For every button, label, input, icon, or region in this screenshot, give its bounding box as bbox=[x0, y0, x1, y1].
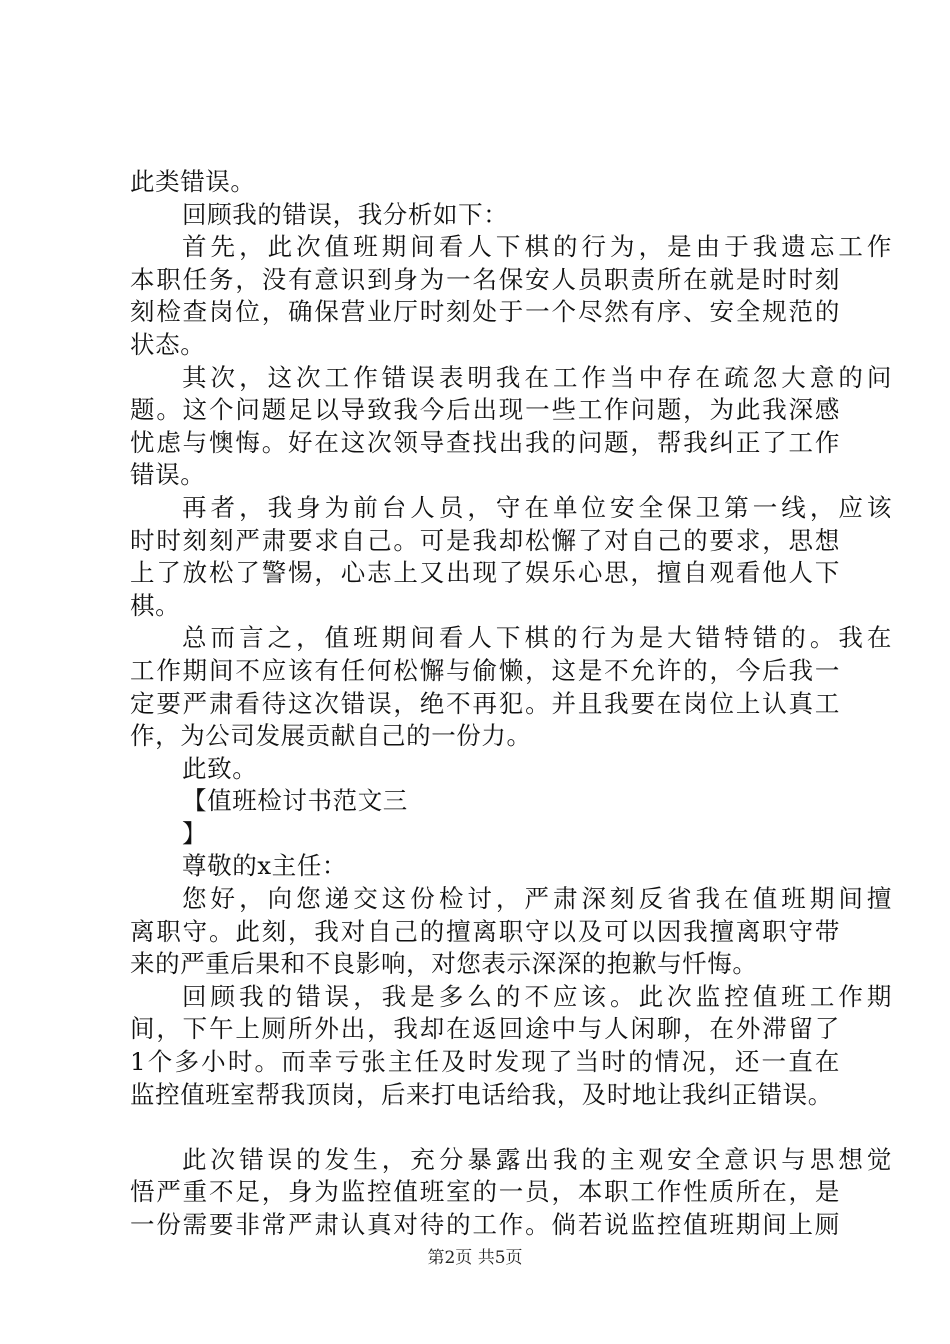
text-line: 此类错误。 bbox=[130, 167, 256, 196]
text-line: 首先，此次值班期间看人下棋的行为，是由于我遗忘工作 bbox=[182, 232, 892, 262]
text-line: 题。这个问题足以导致我今后出现一些工作问题，为此我深感 bbox=[130, 395, 840, 425]
text-line: 监控值班室帮我顶岗，后来打电话给我，及时地让我纠正错误。 bbox=[130, 1079, 833, 1109]
text-line: 棋。 bbox=[130, 590, 181, 620]
text-line: 悟严重不足，身为监控值班室的一员，本职工作性质所在，是 bbox=[130, 1177, 840, 1207]
text-line: 回顾我的错误，我是多么的不应该。此次监控值班工作期 bbox=[182, 981, 892, 1011]
text-line: 您好，向您递交这份检讨，严肃深刻反省我在值班期间擅 bbox=[182, 884, 892, 914]
text-line: 时时刻刻严肃要求自己。可是我却松懈了对自己的要求，思想 bbox=[130, 525, 840, 555]
page-footer: 第2页 共5页 bbox=[427, 1248, 523, 1268]
text-line: 回顾我的错误，我分析如下： bbox=[182, 199, 509, 229]
text-line: 忧虑与懊悔。好在这次领导查找出我的问题，帮我纠正了工作 bbox=[130, 427, 840, 457]
text-line: 作，为公司发展贡献自己的一份力。 bbox=[130, 721, 532, 751]
text-line: 尊敬的x主任： bbox=[182, 851, 348, 881]
text-line: 错误。 bbox=[130, 460, 206, 490]
text-line: 一份需要非常严肃认真对待的工作。倘若说监控值班期间上厕 bbox=[130, 1210, 840, 1239]
text-line: 总而言之，值班期间看人下棋的行为是大错特错的。我在 bbox=[182, 623, 892, 653]
text-line: 上了放松了警惕，心志上又出现了娱乐心思，擅自观看他人下 bbox=[130, 558, 840, 588]
document-body bbox=[130, 166, 892, 1242]
text-line: 离职守。此刻，我对自己的擅离职守以及可以因我擅离职守带 bbox=[130, 916, 840, 946]
text-line: 间，下午上厕所外出，我却在返回途中与人闲聊，在外滞留了 bbox=[130, 1014, 840, 1044]
text-line: 来的严重后果和不良影响，对您表示深深的抱歉与忏悔。 bbox=[130, 949, 758, 979]
text-line: 状态。 bbox=[130, 329, 206, 359]
text-line: 1个多小时。而幸亏张主任及时发现了当时的情况，还一直在 bbox=[130, 1047, 840, 1077]
text-line: 其次，这次工作错误表明我在工作当中存在疏忽大意的问 bbox=[182, 362, 892, 392]
text-line: 工作期间不应该有任何松懈与偷懒，这是不允许的，今后我一 bbox=[130, 655, 840, 685]
blank-line bbox=[130, 1111, 840, 1144]
text-line: 再者，我身为前台人员，守在单位安全保卫第一线，应该 bbox=[182, 492, 892, 522]
text-line: 】 bbox=[182, 818, 208, 848]
text-line: 此次错误的发生，充分暴露出我的主观安全意识与思想觉 bbox=[182, 1144, 892, 1174]
text-line: 此致。 bbox=[182, 753, 258, 783]
text-line: 【值班检讨书范文三 bbox=[182, 786, 408, 816]
text-line: 定要严肃看待这次错误，绝不再犯。并且我要在岗位上认真工 bbox=[130, 688, 840, 718]
text-line: 刻检查岗位，确保营业厅时刻处于一个尽然有序、安全规范的 bbox=[130, 297, 840, 327]
text-line: 本职任务，没有意识到身为一名保安人员职责所在就是时时刻 bbox=[130, 264, 840, 294]
